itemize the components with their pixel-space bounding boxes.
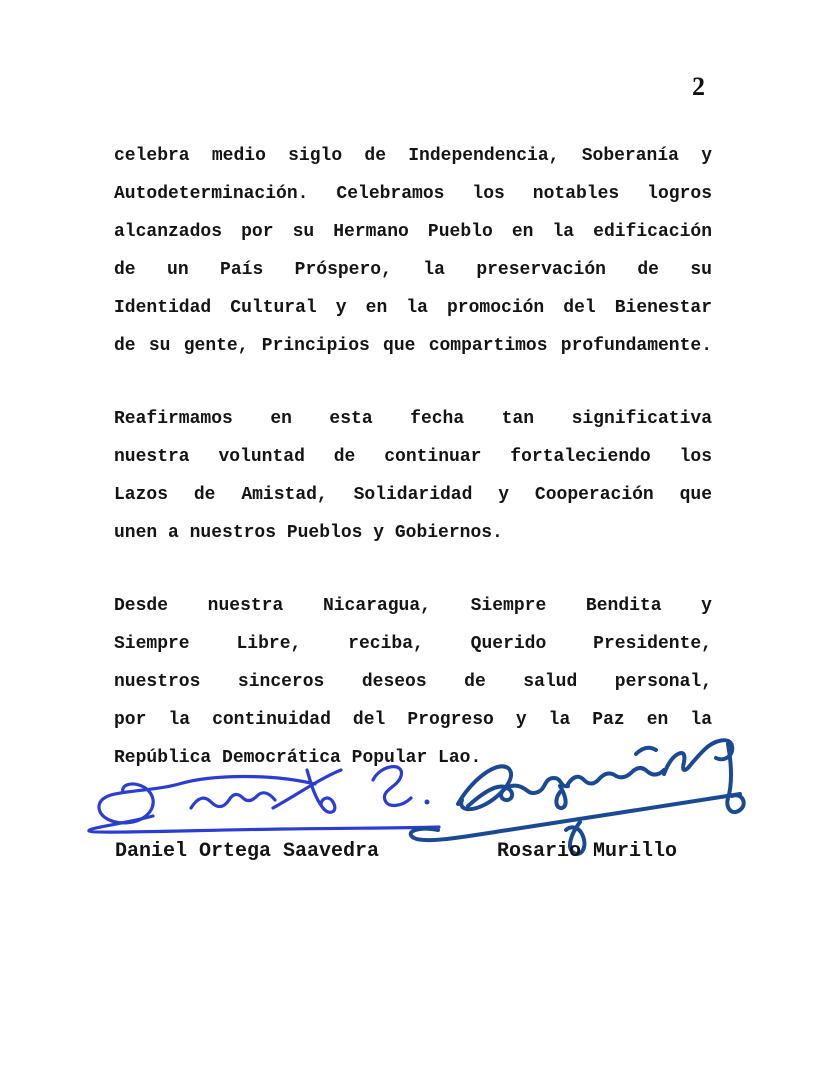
letter-line: unen a nuestros Pueblos y Gobiernos. [114,523,503,543]
letter-line: Lazos de Amistad, Solidaridad y Cooperación que [114,485,712,505]
signature-name-rosario-murillo: Rosario Murillo [497,840,678,863]
paragraph-2 [114,400,712,552]
letter-line: por la continuidad del Progreso y la Paz en la [114,710,712,730]
daniel-ortega-signature [83,750,448,845]
signature-name-daniel-ortega: Daniel Ortega Saavedra [115,840,380,863]
page-number: 2 [692,72,705,101]
daniel-ortega-signature-strokes [89,767,439,832]
letter-line: nuestros sinceros deseos de salud personal, [114,672,712,692]
letter-line: Identidad Cultural y en la promoción del Bienestar [114,298,712,318]
letter-body [114,137,712,812]
letter-line: Autodeterminación. Celebramos los notables logros [114,184,712,204]
rosario-murillo-signature-strokes [411,740,744,854]
letter-line: celebra medio siglo de Independencia, Soberanía y [114,146,712,166]
letter-line: Desde nuestra Nicaragua, Siempre Bendita y [114,596,712,616]
letter-line: Reafirmamos en esta fecha tan significativa [114,409,712,429]
letter-line: República Democrática Popular Lao. [114,748,482,768]
letter-line: de su gente, Principios que compartimos profundamente. [114,336,712,356]
letter-line: Siempre Libre, reciba, Querido Presidente, [114,634,712,654]
letter-line: nuestra voluntad de continuar fortaleciendo los [114,447,712,467]
paragraph-1 [114,137,712,365]
letter-line: alcanzados por su Hermano Pueblo en la edificación [114,222,712,242]
letter-line: de un País Próspero, la preservación de su [114,260,712,280]
